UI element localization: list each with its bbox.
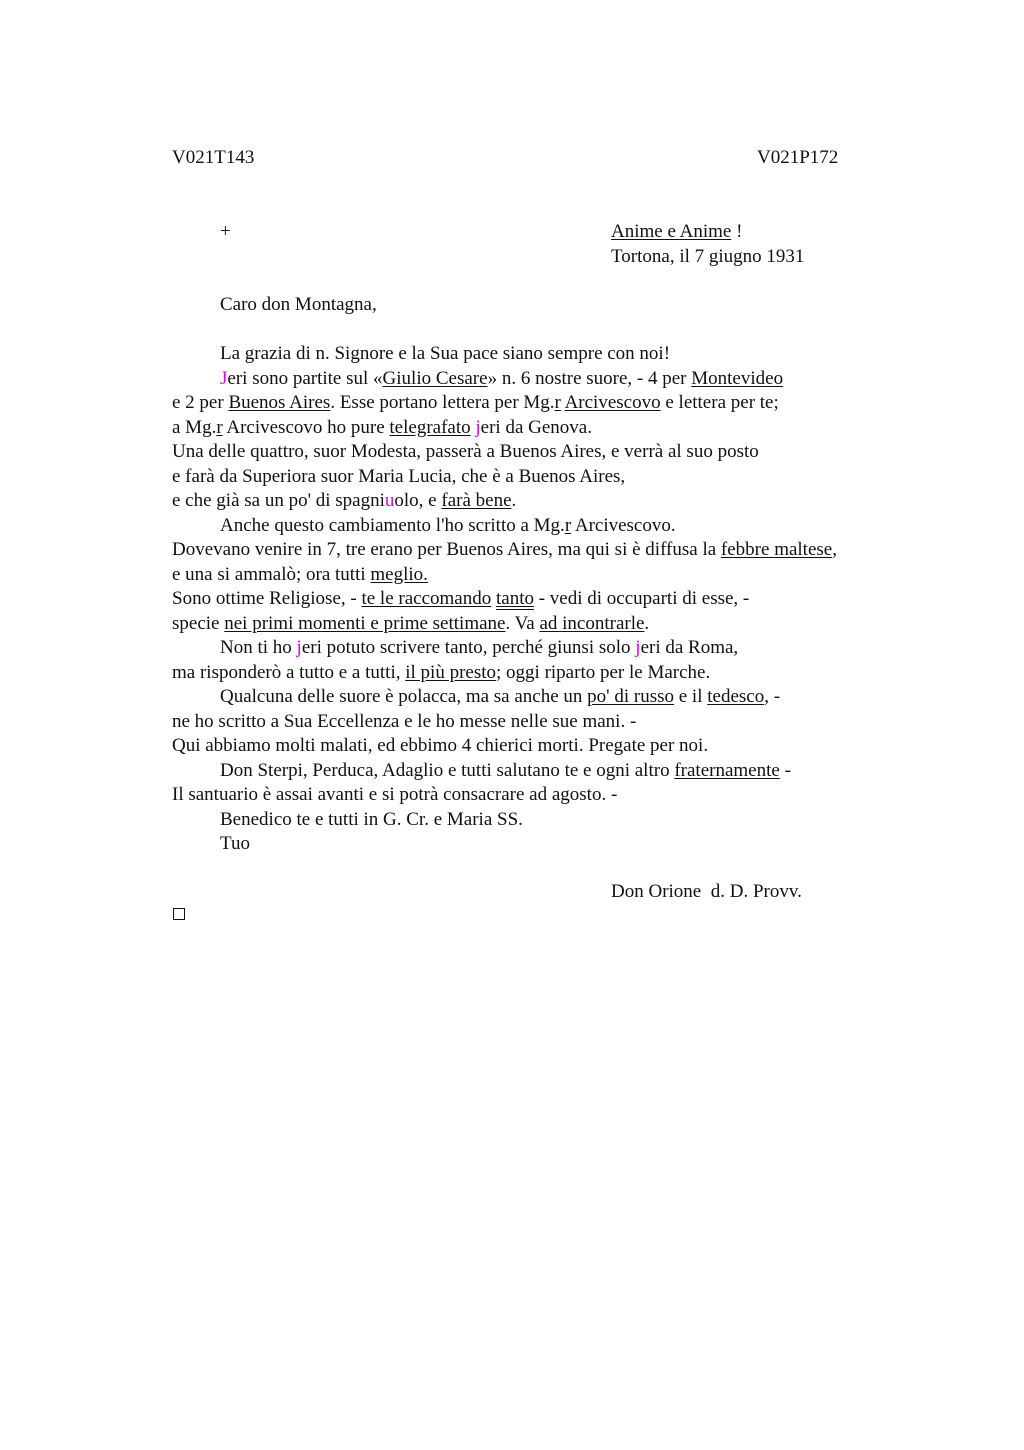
letter-line (220, 808, 523, 832)
line-text: olo, e (394, 490, 442, 511)
underlined-text: Buenos Aires (228, 392, 331, 413)
line-text: e 2 per (172, 392, 229, 413)
line-text: specie (172, 612, 225, 634)
underlined-text: il più presto (405, 661, 497, 683)
underlined-text: ad incontrarle (539, 612, 645, 634)
underlined-text: Arcivescovo (564, 392, 661, 413)
highlighted-letter: j (475, 416, 481, 438)
line-text: . (644, 612, 650, 634)
line-text: Qualcuna delle suore è polacca, ma sa anche un (220, 686, 588, 707)
line-text: , (832, 539, 837, 560)
letter-line (172, 440, 759, 464)
underlined-text: Giulio Cesare (382, 367, 488, 389)
underlined-text: farà bene (441, 490, 512, 511)
letter-line (172, 783, 617, 807)
letter-line (220, 514, 676, 538)
underlined-text: r (216, 416, 223, 438)
letter-line (220, 685, 780, 709)
line-text: Dovevano venire in 7, tre erano per Buenos Aires, ma qui si è diffusa la (172, 539, 721, 560)
underlined-text: po' di russo (587, 686, 674, 707)
line-text: . Va (505, 612, 540, 634)
highlighted-letter: j (296, 637, 302, 658)
line-text: e una si ammalò; ora tutti (172, 563, 371, 585)
line-text: . Esse portano lettera per Mg. (330, 392, 555, 413)
letter-line (220, 342, 670, 366)
motto-text: Anime e Anime (611, 221, 732, 242)
motto-suffix: ! (731, 221, 743, 242)
signature: Don Orione d. D. Provv. (611, 881, 802, 902)
line-text: Anche questo cambiamento l'ho scritto a Mg. (220, 514, 565, 536)
motto (611, 220, 742, 244)
line-text: e farà da Superiora suor Maria Lucia, che è a Buenos Aires, (172, 465, 626, 487)
line-text: ; oggi riparto per le Marche. (496, 661, 711, 683)
underlined-text: febbre maltese (720, 539, 833, 560)
line-text: Una delle quattro, suor Modesta, passerà a Buenos Aires, e verrà al suo posto (172, 441, 759, 462)
letter-line (220, 832, 250, 856)
header-left-code: V021T143 (172, 147, 255, 168)
line-text: Non ti ho (220, 637, 297, 658)
place-date: Tortona, il 7 giugno 1931 (611, 246, 805, 267)
letter-line (172, 710, 636, 734)
letter-line (172, 416, 592, 440)
underlined-text: nei primi momenti e prime settimane (224, 612, 506, 634)
line-text: Tuo (220, 833, 250, 854)
line-text: e lettera per te; (660, 392, 779, 413)
line-text: eri da Roma, (640, 637, 739, 658)
line-text: eri sono partite sul « (227, 367, 383, 389)
underlined-text: telegrafato (389, 416, 471, 438)
letter-line (220, 367, 783, 391)
underlined-text: tedesco (707, 686, 765, 707)
salutation: Caro don Montagna, (220, 294, 377, 315)
highlighted-letter: j (635, 637, 641, 658)
letter-line (172, 587, 749, 611)
line-text: » n. 6 nostre suore, - 4 per (487, 367, 692, 389)
line-text: ma risponderò a tutto e a tutti, (172, 661, 406, 683)
line-text: e il (674, 686, 708, 707)
letter-line (172, 734, 708, 758)
line-text: Il santuario è assai avanti e si potrà consacrare ad agosto. - (172, 784, 618, 805)
highlighted-letter: J (220, 367, 228, 389)
line-text: Arcivescovo. (571, 514, 676, 536)
letter-line (172, 563, 428, 587)
letter-line (172, 489, 516, 513)
line-text: Don Sterpi, Perduca, Adaglio e tutti salutano te e ogni altro (220, 759, 675, 781)
header-right-code: V021P172 (757, 147, 839, 168)
underlined-text: fraternamente (674, 759, 780, 781)
cross-symbol: + (220, 221, 231, 242)
letter-line (172, 661, 710, 685)
line-text: La grazia di n. Signore e la Sua pace siano sempre con noi! (220, 343, 671, 364)
letter-line (220, 636, 738, 660)
line-text: a Mg. (172, 416, 217, 438)
line-text: - (779, 759, 791, 781)
line-text: , - (764, 686, 781, 707)
underlined-text: r (564, 514, 572, 536)
highlighted-letter: u (384, 490, 395, 511)
underlined-text: Montevideo (691, 367, 784, 389)
letter-line (172, 612, 649, 636)
letter-line (172, 538, 837, 562)
end-marker-box (173, 908, 185, 920)
line-text: eri potuto scrivere tanto, perché giunsi solo (301, 637, 636, 658)
underlined-text: tanto (495, 588, 534, 609)
line-text: - vedi di occuparti di esse, - (533, 588, 750, 609)
line-text: . (511, 490, 517, 511)
line-text: eri da Genova. (480, 416, 592, 438)
underlined-text: meglio. (370, 563, 428, 585)
letter-line (172, 391, 779, 415)
letter-line (172, 465, 625, 489)
underlined-text: r (554, 392, 561, 413)
line-text: ne ho scritto a Sua Eccellenza e le ho messe nelle sue mani. - (172, 710, 637, 732)
line-text: Benedico te e tutti in G. Cr. e Maria SS. (220, 808, 523, 830)
underlined-text: te le raccomando (361, 588, 492, 609)
line-text: Sono ottime Religiose, - (172, 588, 362, 609)
letter-line (220, 759, 791, 783)
line-text: Arcivescovo ho pure (222, 416, 390, 438)
line-text: e che già sa un po' di spagni (172, 490, 385, 511)
line-text: Qui abbiamo molti malati, ed ebbimo 4 chierici morti. Pregate per noi. (172, 735, 709, 756)
